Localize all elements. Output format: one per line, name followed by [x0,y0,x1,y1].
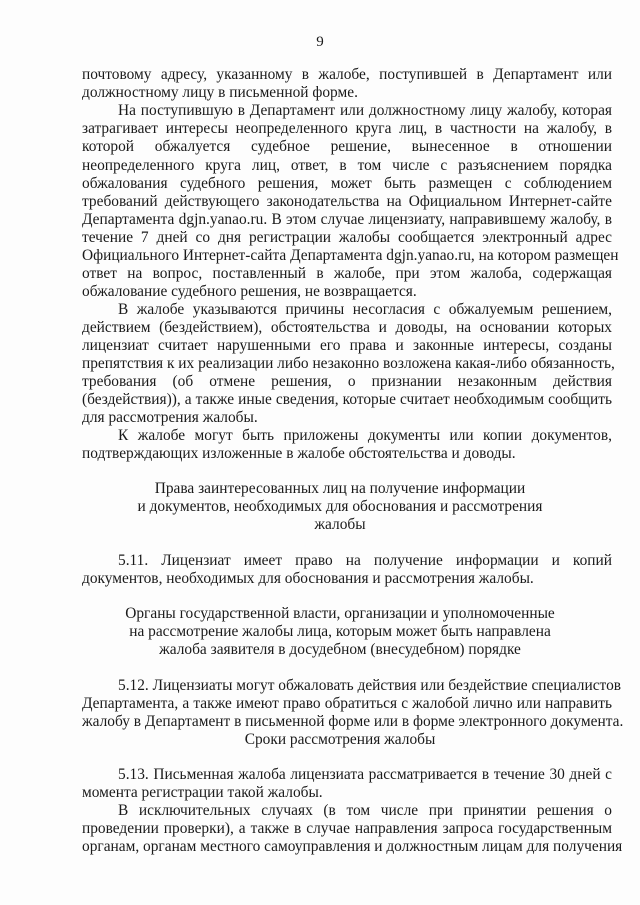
paragraph-line: В исключительных случаях (в том числе при принятии решения о [118,802,612,819]
paragraph-line: для рассмотрения жалобы. [82,409,258,426]
paragraph-line: обжалования судебного решения, может быть размещен с соблюдением [82,175,612,192]
section-heading-line: жалоба заявителя в досудебном (внесудебном) порядке [159,641,521,658]
paragraph-line: В жалобе указываются причины несогласия с обжалуемым решением, [118,301,612,318]
paragraph-line: органам, органам местного самоуправления и должностным лицам для получения [82,838,623,855]
page-number: 9 [316,34,324,50]
paragraph-line: 5.13. Письменная жалоба лицензиата рассматривается в течение 30 дней с [118,766,612,783]
section-heading-line: и документов, необходимых для обоснования и рассмотрения [137,498,543,515]
section-heading-line: Сроки рассмотрения жалобы [244,731,436,748]
paragraph-line: проведении проверки), а также в случае направления запроса государственным [82,820,612,837]
paragraph-line: подтверждающих изложенные в жалобе обстоятельства и доводы. [82,445,516,462]
paragraph-line: должностному лицу в письменной форме. [82,84,358,101]
paragraph-line: 5.12. Лицензиаты могут обжаловать действия или бездействие специалистов [118,677,622,694]
paragraph-line: ответ на вопрос, поставленный в жалобе, при этом жалоба, содержащая [82,265,612,282]
paragraph-line: Департамента, а также имеют право обратиться с жалобой лично или направить [82,695,612,712]
paragraph-line: неопределенного круга лиц, ответ, в том числе с разъяснением порядка [82,157,612,174]
paragraph-line: лицензиат считает нарушенными его права и законные интересы, созданы [82,337,612,354]
paragraph-line: документов, необходимых для обоснования и рассмотрения жалобы. [82,570,534,587]
paragraph-line: Департамента dgjn.yanao.ru. В этом случае лицензиату, направившему жалобу, в [82,211,612,228]
paragraph-line: препятствия к их реализации либо незаконно возложена какая-либо обязанность, [82,355,615,372]
paragraph-line: (бездействия)), а также иные сведения, которые считает необходимым сообщить [82,391,612,408]
paragraph-line: К жалобе могут быть приложены документы или копии документов, [118,427,612,444]
paragraph-line: почтовому адресу, указанному в жалобе, поступившей в Департамент или [82,66,612,83]
paragraph-line: требований действующего законодательства на Официальном Интернет-сайте [82,193,612,210]
section-heading-line: Органы государственной власти, организации и уполномоченные [125,605,555,622]
paragraph-line: 5.11. Лицензиат имеет право на получение информации и копий [118,552,612,569]
paragraph-line: течение 7 дней со дня регистрации жалобы сообщается электронный адрес [82,229,612,246]
section-heading-line: Права заинтересованных лиц на получение информации [154,480,526,497]
paragraph-line: обжалование судебного решения, не возвращается. [82,283,417,300]
paragraph-line: момента регистрации такой жалобы. [82,784,323,801]
paragraph-line: требования (об отмене решения, о признании незаконным действия [82,373,612,390]
paragraph-line: На поступившую в Департамент или должностному лицу жалобу, которая [118,102,612,119]
paragraph-line: которой обжалуется судебное решение, вынесенное в отношении [82,138,612,155]
paragraph-line: действием (бездействием), обстоятельства и доводы, на основании которых [82,319,612,336]
section-heading-line: жалобы [314,516,366,533]
paragraph-line: Официального Интернет-сайта Департамента dgjn.yanao.ru, на котором размещен [82,247,619,264]
paragraph-line: жалобу в Департамент в письменной форме или в форме электронного документа. [82,713,624,730]
paragraph-line: затрагивает интересы неопределенного круга лиц, в частности на жалобу, в [82,120,612,137]
section-heading-line: на рассмотрение жалобы лица, которым может быть направлена [129,623,551,640]
